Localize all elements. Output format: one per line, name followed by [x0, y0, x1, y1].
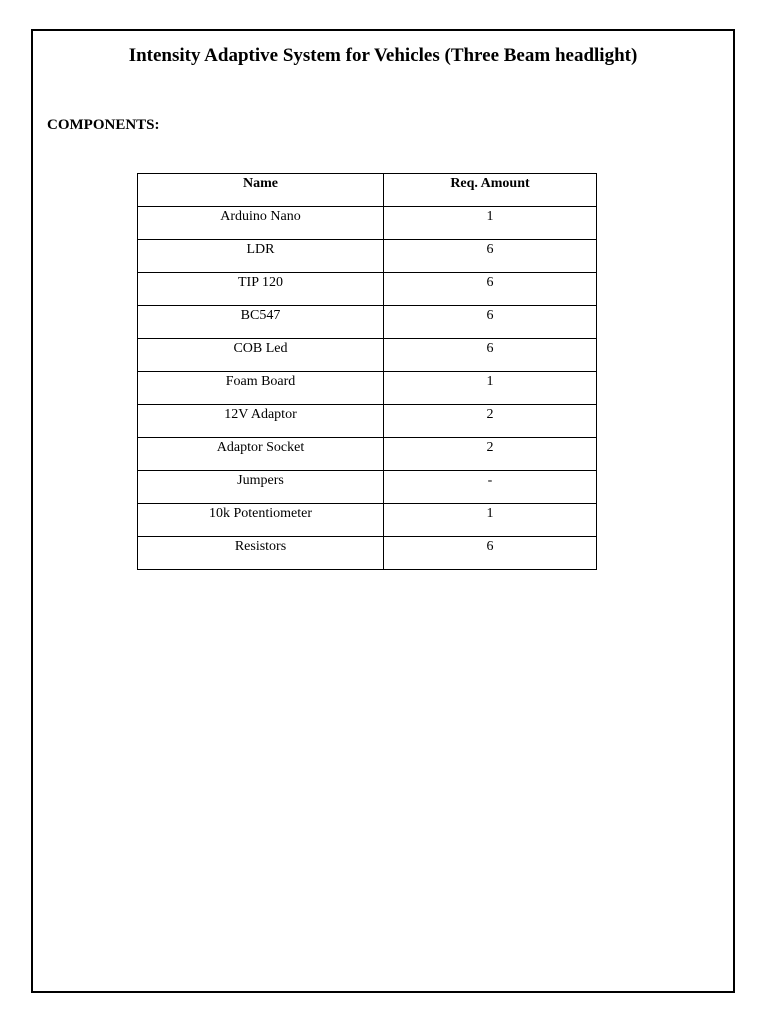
table-row [138, 438, 597, 471]
component-name: 12V Adaptor [138, 405, 384, 438]
component-amount: 6 [384, 306, 597, 339]
component-amount: 6 [384, 273, 597, 306]
component-amount: 1 [384, 207, 597, 240]
table-row [138, 240, 597, 273]
table-row [138, 207, 597, 240]
component-amount: - [384, 471, 597, 504]
component-name: TIP 120 [138, 273, 384, 306]
component-amount: 2 [384, 438, 597, 471]
table-row [138, 471, 597, 504]
component-name: Arduino Nano [138, 207, 384, 240]
document-title: Intensity Adaptive System for Vehicles (Three Beam headlight) [128, 45, 638, 66]
component-name: Jumpers [138, 471, 384, 504]
table-row [138, 537, 597, 570]
component-amount: 1 [384, 372, 597, 405]
table-row [138, 273, 597, 306]
component-name: BC547 [138, 306, 384, 339]
table-row [138, 504, 597, 537]
component-name: Resistors [138, 537, 384, 570]
table-row [138, 306, 597, 339]
component-amount: 2 [384, 405, 597, 438]
column-header-name: Name [138, 174, 384, 207]
component-name: Foam Board [138, 372, 384, 405]
components-table [137, 173, 597, 570]
component-amount: 1 [384, 504, 597, 537]
column-header-amount: Req. Amount [384, 174, 597, 207]
component-amount: 6 [384, 240, 597, 273]
table-row [138, 405, 597, 438]
component-name: Adaptor Socket [138, 438, 384, 471]
table-row [138, 339, 597, 372]
table-header-row [138, 174, 597, 207]
component-name: LDR [138, 240, 384, 273]
component-amount: 6 [384, 537, 597, 570]
component-name: COB Led [138, 339, 384, 372]
table-row [138, 372, 597, 405]
component-amount: 6 [384, 339, 597, 372]
section-heading: COMPONENTS: [47, 117, 160, 133]
component-name: 10k Potentiometer [138, 504, 384, 537]
